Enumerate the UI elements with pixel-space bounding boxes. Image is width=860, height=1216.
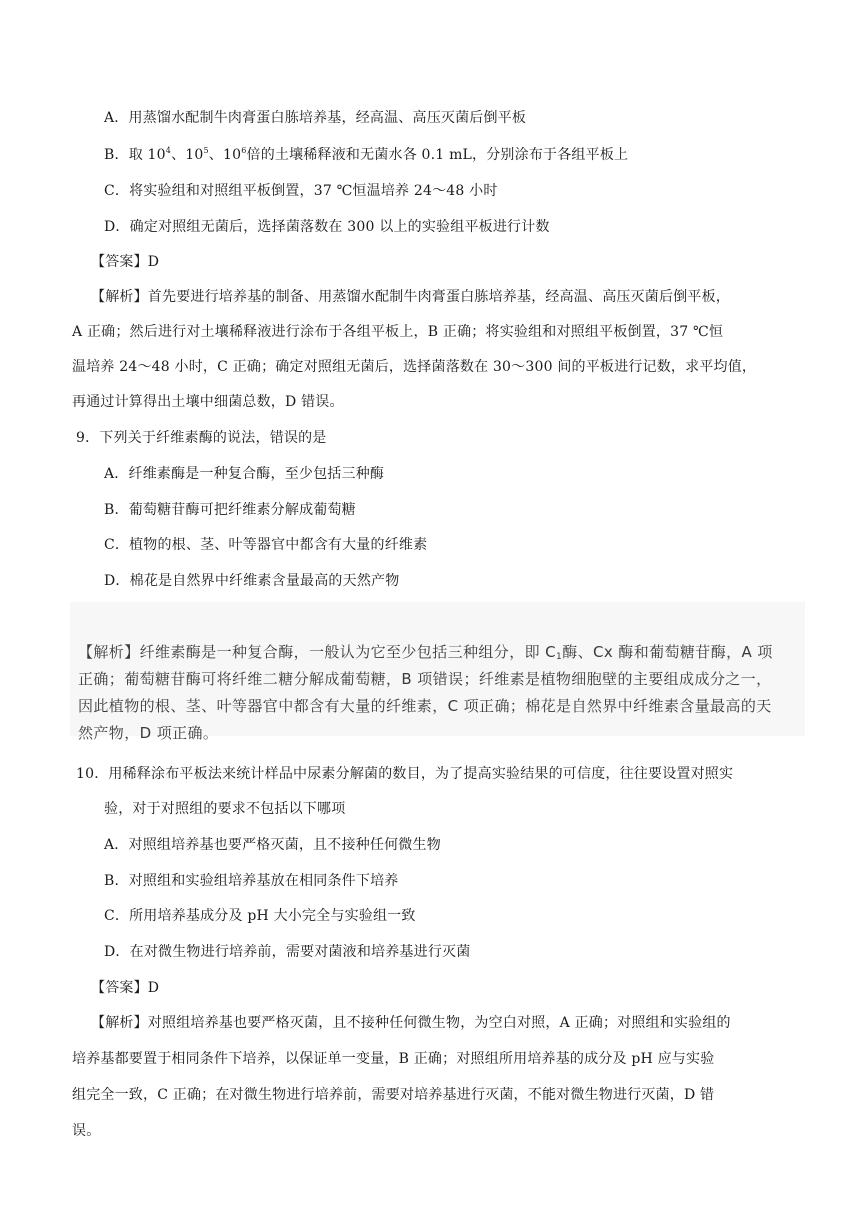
q8-option-b bbox=[104, 145, 628, 165]
subscript: 1 bbox=[556, 652, 563, 662]
q9-analysis-line: 正确；葡萄糖苷酶可将纤维二糖分解成葡萄糖，B 项错误；纤维素是植物细胞壁的主要组成成分之一， bbox=[78, 670, 772, 688]
q8-answer: 【答案】D bbox=[91, 254, 160, 270]
q10-analysis-line: 培养基都要置于相同条件下培养，以保证单一变量，B 正确；对照组所用培养基的成分及 pH 应与实验 bbox=[72, 1051, 715, 1067]
q10-option-c: C．所用培养基成分及 pH 大小完全与实验组一致 bbox=[104, 908, 416, 924]
q8-analysis-line: 【解析】首先要进行培养基的制备、用蒸馏水配制牛肉膏蛋白胨培养基，经高温、高压灭菌后倒平板， bbox=[91, 289, 730, 305]
q9-analysis-line: 然产物，D 项正确。 bbox=[78, 724, 219, 742]
q9-stem: 9．下列关于纤维素酶的说法，错误的是 bbox=[76, 430, 327, 446]
q10-stem-line: 验，对于对照组的要求不包括以下哪项 bbox=[104, 801, 346, 817]
q8-option-b-text: B．取 10 bbox=[104, 147, 166, 163]
q8-option-c: C．将实验组和对照组平板倒置，37 ℃恒温培养 24～48 小时 bbox=[104, 183, 498, 199]
q10-analysis-line: 【解析】对照组培养基也要严格灭菌，且不接种任何微生物，为空白对照，A 正确；对照组和实验组的 bbox=[91, 1015, 731, 1031]
exponent: 6 bbox=[241, 146, 247, 155]
q9-analysis-text: 酶、Cx 酶和葡萄糖苷酶，A 项 bbox=[562, 643, 773, 661]
q9-analysis-text: 【解析】纤维素酶是一种复合酶，一般认为它至少包括三种组分，即 C bbox=[78, 643, 557, 661]
q10-answer: 【答案】D bbox=[91, 980, 160, 996]
q8-analysis-line: 再通过计算得出土壤中细菌总数，D 错误。 bbox=[72, 394, 344, 410]
q9-option-b: B．葡萄糖苷酶可把纤维素分解成葡萄糖 bbox=[104, 502, 356, 518]
q10-option-a: A．对照组培养基也要严格灭菌，且不接种任何微生物 bbox=[104, 837, 441, 853]
q8-option-d: D．确定对照组无菌后，选择菌落数在 300 以上的实验组平板进行计数 bbox=[104, 219, 550, 235]
q9-option-d: D．棉花是自然界中纤维素含量最高的天然产物 bbox=[104, 573, 400, 589]
q8-option-b-text: 倍的土壤稀释液和无菌水各 0.1 mL，分别涂布于各组平板上 bbox=[246, 147, 629, 163]
q9-option-c: C．植物的根、茎、叶等器官中都含有大量的纤维素 bbox=[104, 537, 428, 553]
q9-analysis-line bbox=[78, 642, 773, 662]
q8-option-b-text: 、10 bbox=[171, 147, 204, 163]
q8-analysis-line: 温培养 24～48 小时，C 正确；确定对照组无菌后，选择菌落数在 30～300 间的平板进行记数，求平均值， bbox=[72, 359, 757, 375]
q8-option-a: A．用蒸馏水配制牛肉膏蛋白胨培养基，经高温、高压灭菌后倒平板 bbox=[104, 110, 527, 126]
q10-stem-line: 10．用稀释涂布平板法来统计样品中尿素分解菌的数目，为了提高实验结果的可信度，往往要设置对照实 bbox=[76, 766, 734, 782]
q8-analysis-line: A 正确；然后进行对土壤稀释液进行涂布于各组平板上，B 正确；将实验组和对照组平板倒置，37 ℃恒 bbox=[72, 324, 724, 340]
q10-analysis-line: 组完全一致，C 正确；在对微生物进行培养前，需要对培养基进行灭菌，不能对微生物进行灭菌，D 错 bbox=[72, 1087, 715, 1103]
q9-option-a: A．纤维素酶是一种复合酶，至少包括三种酶 bbox=[104, 466, 385, 482]
q10-option-b: B．对照组和实验组培养基放在相同条件下培养 bbox=[104, 873, 399, 889]
exponent: 5 bbox=[203, 146, 209, 155]
q9-analysis-line: 因此植物的根、茎、叶等器官中都含有大量的纤维素，C 项正确；棉花是自然界中纤维素含量最高的天 bbox=[78, 697, 772, 715]
q10-analysis-line: 误。 bbox=[72, 1123, 101, 1139]
exponent: 4 bbox=[165, 146, 172, 155]
q8-option-b-text: 、10 bbox=[208, 147, 242, 163]
q10-option-d: D．在对微生物进行培养前，需要对菌液和培养基进行灭菌 bbox=[104, 944, 471, 960]
